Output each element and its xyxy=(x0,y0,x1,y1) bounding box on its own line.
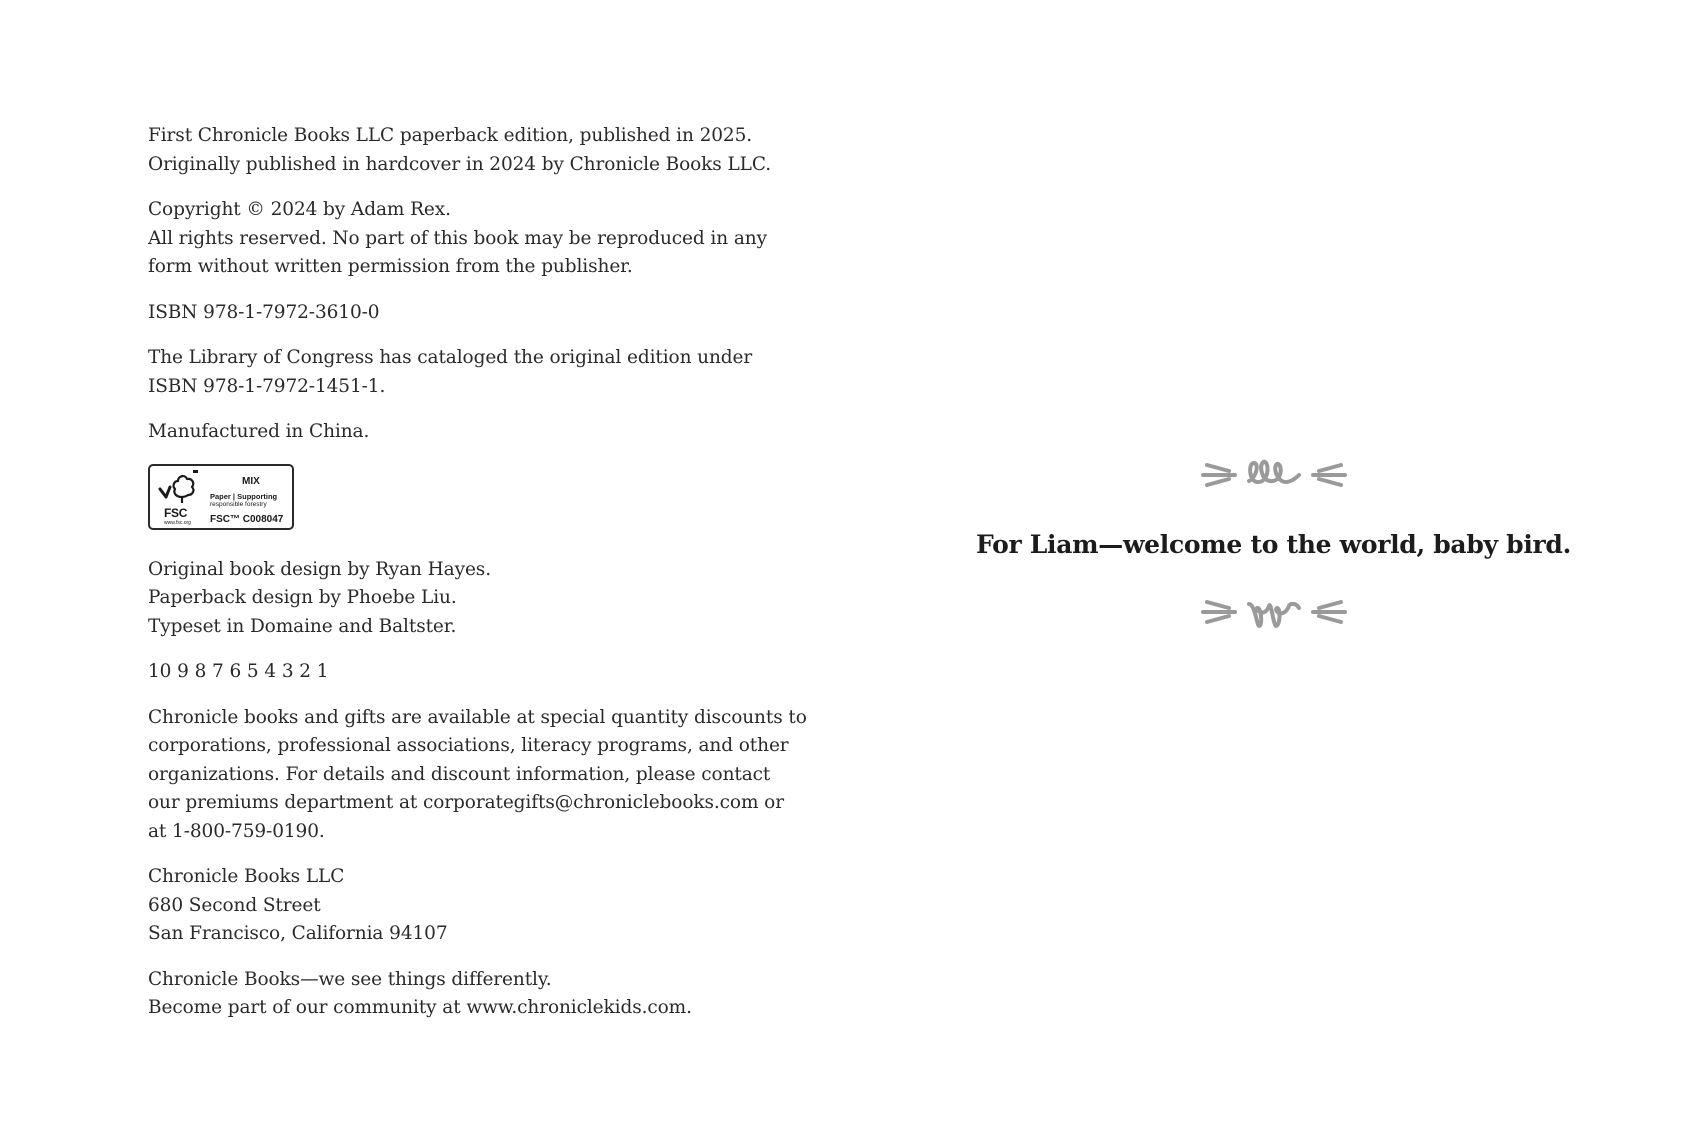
fsc-paper-line: Paper | Supporting xyxy=(210,491,278,501)
edition-line: First Chronicle Books LLC paperback edition, published in 2025. xyxy=(148,125,753,146)
copyright-page xyxy=(148,122,807,1040)
copyright-line: form without written permission from the publisher. xyxy=(148,256,633,277)
fsc-logo xyxy=(148,464,294,530)
printing-line: 10 9 8 7 6 5 4 3 2 1 xyxy=(148,661,329,682)
address-paragraph xyxy=(148,863,788,949)
copyright-line: All rights reserved. No part of this book may be reproduced in any xyxy=(148,227,767,249)
tagline-line: Chronicle Books—we see things differently. xyxy=(148,968,552,990)
library-paragraph xyxy=(148,344,788,401)
manufactured-paragraph xyxy=(148,418,788,447)
fsc-code: FSC™ C008047 xyxy=(210,513,284,525)
sales-line: Chronicle books and gifts are available at special quantity discounts to xyxy=(148,706,807,728)
address-line: San Francisco, California 94107 xyxy=(148,923,448,944)
isbn-line: ISBN 978-1-7972-3610-0 xyxy=(148,301,380,323)
library-line: ISBN 978-1-7972-1451-1. xyxy=(148,375,386,397)
fsc-tree-icon xyxy=(154,469,204,511)
copyright-line: Copyright © 2024 by Adam Rex. xyxy=(148,199,451,220)
sales-paragraph xyxy=(148,704,807,847)
fsc-mix: MIX xyxy=(242,475,260,487)
fsc-forestry-line: responsible forestry xyxy=(210,500,267,508)
design-paragraph xyxy=(148,556,788,642)
dedication-page xyxy=(849,0,1698,1140)
sales-line: our premiums department at corporategifts@chroniclebooks.com or xyxy=(148,792,784,813)
sales-line: corporations, professional associations, literacy programs, and other xyxy=(148,735,789,756)
isbn-paragraph xyxy=(148,299,788,328)
design-line: Paperback design by Phoebe Liu. xyxy=(148,587,457,608)
copyright-paragraph xyxy=(148,196,788,282)
ornament-bottom-icon xyxy=(1199,592,1349,632)
tagline-paragraph xyxy=(148,966,788,1023)
sales-line: at 1-800-759-0190. xyxy=(148,820,325,842)
manufactured-line: Manufactured in China. xyxy=(148,421,370,442)
library-line: The Library of Congress has cataloged the original edition under xyxy=(148,347,753,368)
edition-paragraph xyxy=(148,122,788,179)
ornament-top-icon xyxy=(1199,455,1349,495)
address-line: Chronicle Books LLC xyxy=(148,866,345,887)
tagline-line: Become part of our community at www.chroniclekids.com. xyxy=(148,997,692,1018)
fsc-label: FSC xyxy=(164,505,188,520)
fsc-url: www.fsc.org xyxy=(164,519,191,526)
printing-paragraph xyxy=(148,658,788,687)
address-line: 680 Second Street xyxy=(148,894,321,916)
design-line: Original book design by Ryan Hayes. xyxy=(148,558,491,580)
sales-line: organizations. For details and discount information, please contact xyxy=(148,763,771,785)
edition-line: Originally published in hardcover in 2024 by Chronicle Books LLC. xyxy=(148,153,772,175)
design-line: Typeset in Domaine and Baltster. xyxy=(148,615,457,637)
dedication-text: For Liam—welcome to the world, baby bird. xyxy=(976,530,1571,559)
